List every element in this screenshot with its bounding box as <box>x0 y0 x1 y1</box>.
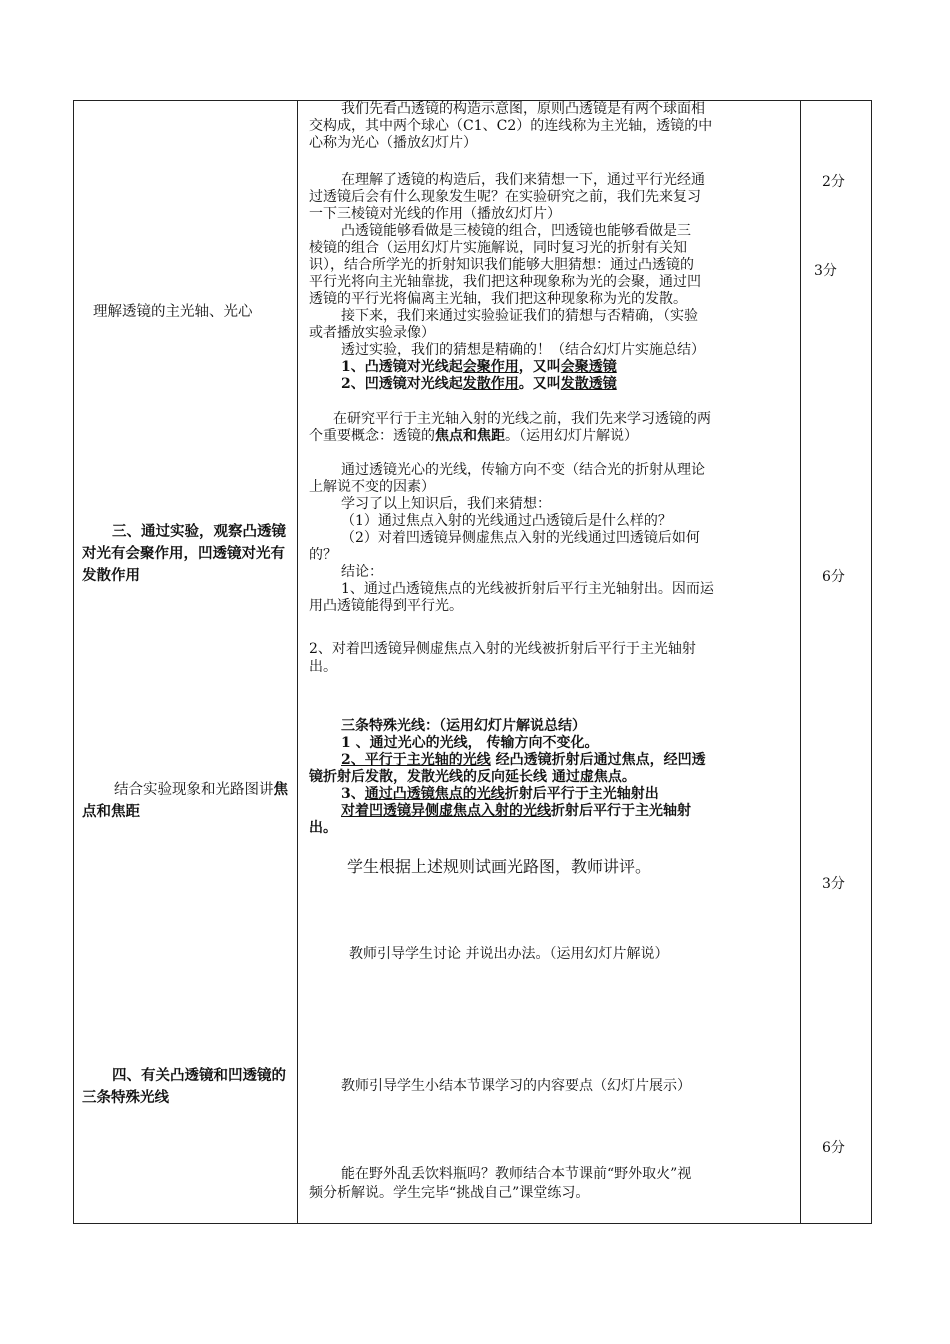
p6-text: 个重要概念：透镜的 <box>309 428 435 444</box>
result-1-line1: 1、通过凸透镜焦点的光线被折射后平行主光轴射出。因而运 <box>341 581 714 597</box>
p1-line3: 心称为光心（播放幻灯片） <box>309 135 477 151</box>
question-2-line2: 的？ <box>309 547 337 563</box>
conclusion-convex-text: 1、凸透镜对光线起 <box>341 359 463 375</box>
section-4-heading: 四、有关凸透镜和凹透镜的三条特殊光线 <box>82 1067 286 1106</box>
time-1: 2分 <box>822 174 845 190</box>
result-2-line1: 2、对着凹透镜异侧虚焦点入射的光线被折射后平行于主光轴射 <box>309 641 696 657</box>
ray-2-underlined: 2、平行于主光轴的光线 <box>341 752 491 768</box>
time-3: 6分 <box>822 569 845 585</box>
ray-3-concave-underlined: 对着凹透镜异侧虚焦点入射的光线 <box>341 803 551 819</box>
item-understand: 理解透镜的主光轴、光心 <box>93 304 253 320</box>
question-2-line1: （2）对着凹透镜异侧虚焦点入射的光线通过凹透镜后如何 <box>341 530 700 546</box>
combine-item <box>82 779 294 823</box>
ray-1: 1 、通过光心的光线， 传输方向不变化。 <box>341 735 599 751</box>
p4-line2: 或者播放实验录像） <box>309 325 435 341</box>
p7-line1: 通过透镜光心的光线，传输方向不变（结合光的折射从理论 <box>341 462 705 478</box>
p4-line1: 接下来，我们来通过实验验证我们的猜想与否精确，（实验 <box>341 308 698 324</box>
result-1-line2: 用凸透镜能得到平行光。 <box>309 598 463 614</box>
p3-line2: 棱镜的组合（运用幻灯片实施解说，同时复习光的折射有关知 <box>309 240 687 256</box>
p6-line1: 在研究平行于主光轴入射的光线之前，我们先来学习透镜的两 <box>333 411 711 427</box>
p2-line3: 一下三棱镜对光线的作用（播放幻灯片） <box>309 206 561 222</box>
conclusion-concave <box>341 376 617 393</box>
conclusion-concave-text2: 。又叫 <box>518 376 561 392</box>
ray-2-text: 经凸透镜折射后通过焦点，经凹透 <box>490 752 706 768</box>
p7-line2: 上解说不变的因素） <box>309 479 435 495</box>
column-divider-1 <box>297 101 298 1223</box>
three-rays-title: 三条特殊光线：（运用幻灯片解说总结） <box>341 718 586 734</box>
teacher-discussion: 教师引导学生讨论 并说出办法。（运用幻灯片解说） <box>349 946 669 962</box>
combine-item-text: 结合实验现象和光路图讲 <box>114 782 274 798</box>
ray-3-line2 <box>341 803 691 820</box>
ray-3-line1 <box>341 786 659 803</box>
time-4: 3分 <box>822 876 845 892</box>
p2-line1: 在理解了透镜的构造后，我们来猜想一下，通过平行光经通 <box>341 172 705 188</box>
p5: 透过实验，我们的猜想是精确的！（结合幻灯片实施总结） <box>341 342 705 358</box>
ray-2-line2: 镜折射后发散，发散光线的反向延长线 通过虚焦点。 <box>309 769 636 785</box>
ray-3-number: 3、 <box>341 786 365 802</box>
conclusion-concave-term: 发散作用 <box>462 376 519 392</box>
column-divider-2 <box>800 101 801 1223</box>
teacher-summary: 教师引导学生小结本节课学习的内容要点（幻灯片展示） <box>341 1078 691 1094</box>
time-5: 6分 <box>822 1140 845 1156</box>
conclusion-label: 结论： <box>341 564 383 580</box>
conclusion-convex <box>341 359 617 376</box>
p2-line2: 过透镜后会有什么现象发生呢？在实验研究之前，我们先来复习 <box>309 189 701 205</box>
conclusion-convex-name: 会聚透镜 <box>560 359 617 375</box>
p1-line2: 交构成，其中两个球心（C1、C2）的连线称为主光轴，透镜的中 <box>309 118 713 134</box>
ray-3-underlined: 通过凸透镜焦点的光线 <box>364 786 505 802</box>
ray-3-line3: 出。 <box>309 820 337 836</box>
ray-3-text: 折射后平行于主光轴射出 <box>504 786 659 802</box>
p3-line5: 透镜的平行光将偏离主光轴，我们把这种现象称为光的发散。 <box>309 291 687 307</box>
question-1: （1）通过焦点入射的光线通过凸透镜后是什么样的？ <box>341 513 672 529</box>
ray-2-line1 <box>341 752 706 769</box>
p6-line2 <box>309 428 638 445</box>
p3-line1: 凸透镜能够看做是三棱镜的组合，凹透镜也能够看做是三 <box>341 223 691 239</box>
combine-item-bold: 焦点和焦距 <box>82 781 288 820</box>
p1-line1: 我们先看凸透镜的构造示意图，原则凸透镜是有两个球面相 <box>341 101 705 117</box>
student-activity: 学生根据上述规则试画光路图，教师讲评。 <box>347 857 652 876</box>
p3-line3: 识），结合所学光的折射知识我们能够大胆猜想：通过凸透镜的 <box>309 257 694 273</box>
p6-bold: 焦点和焦距 <box>435 428 505 444</box>
p6-text2: 。（运用幻灯片解说） <box>505 428 638 444</box>
result-2-line2: 出。 <box>309 659 337 675</box>
final-line2: 频分析解说。学生完毕“挑战自己”课堂练习。 <box>309 1185 590 1201</box>
section-3-heading: 三、通过实验，观察凸透镜对光有会聚作用，凹透镜对光有发散作用 <box>82 523 286 584</box>
conclusion-concave-name: 发散透镜 <box>560 376 617 392</box>
time-2: 3分 <box>814 263 837 279</box>
p8: 学习了以上知识后，我们来猜想： <box>341 496 551 512</box>
conclusion-convex-text2: ，又叫 <box>518 359 561 375</box>
p3-line4: 平行光将向主光轴靠拢，我们把这种现象称为光的会聚，通过凹 <box>309 274 701 290</box>
final-line1: 能在野外乱丢饮料瓶吗？教师结合本节课前“野外取火”视 <box>341 1166 692 1182</box>
ray-3-concave-text: 折射后平行于主光轴射 <box>551 803 691 819</box>
conclusion-concave-text: 2、凹透镜对光线起 <box>341 376 463 392</box>
conclusion-convex-term: 会聚作用 <box>462 359 519 375</box>
